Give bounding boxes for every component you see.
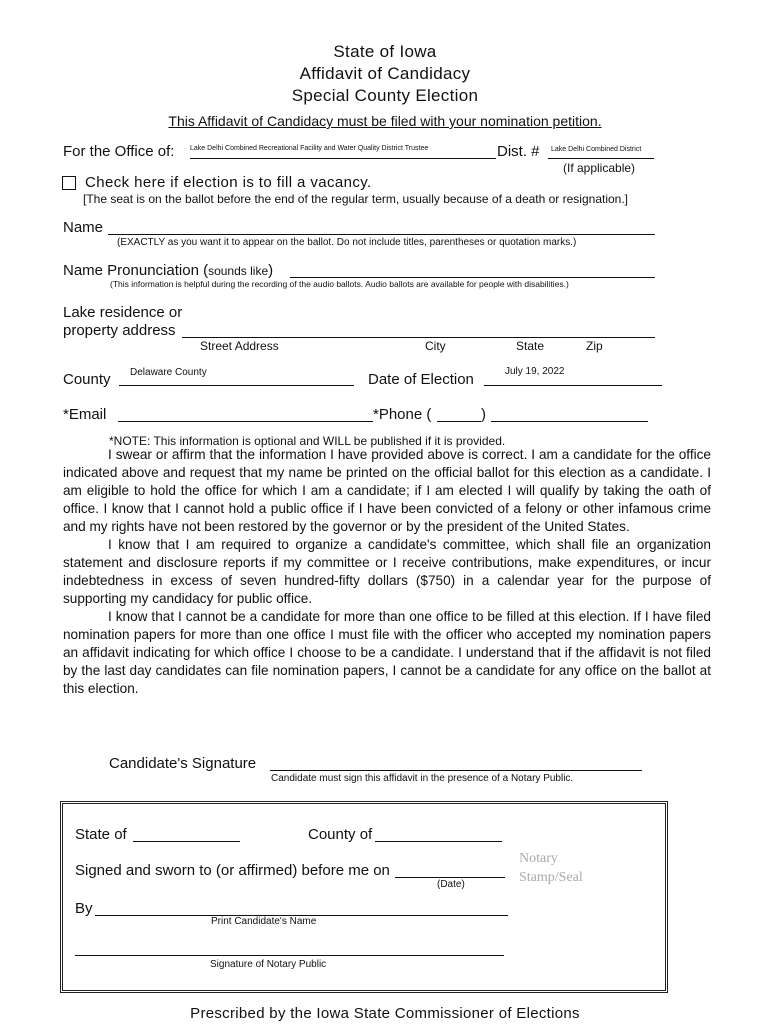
state-note: State: [516, 339, 545, 353]
name-note: (EXACTLY as you want it to appear on the ballot. Do not include titles, parentheses or quotation marks.): [117, 237, 577, 248]
signature-field[interactable]: [270, 755, 642, 771]
pronunciation-field[interactable]: [290, 262, 655, 278]
dist-value: Lake Delhi Combined District: [551, 146, 642, 153]
vacancy-label: Check here if election is to fill a vacancy.: [85, 174, 372, 191]
oath-text: [63, 446, 711, 698]
print-name-note: Print Candidate's Name: [211, 916, 317, 927]
form-title-affidavit: Affidavit of Candidacy: [299, 64, 471, 83]
notary-seal-line2: Stamp/Seal: [519, 870, 583, 885]
oath-paragraph-3: I know that I cannot be a candidate for more than one office to be filled at this election. If I have filed nomination papers for more than one office I must file with the officer who accepted my nomination papers an affidavit indicating for which office I choose to be a candidate. I understand that if the affidavit is not filed by the last day candidates can file nomination papers, I cannot be a candidate for any office on the ballot at this election.: [63, 609, 711, 696]
form-title-election: Special County Election: [291, 86, 479, 105]
oath-paragraph-2: I know that I am required to organize a candidate's committee, which shall file an organization statement and disclosure reports if my committee or I receive contributions, make expenditures, or incur indebtedness in excess of seven hundred-fifty dollars ($750) in a calendar year for the purpose of supporting my candidacy for public office.: [63, 537, 711, 606]
candidate-print-name-field[interactable]: [95, 900, 508, 916]
notary-county-field[interactable]: [375, 826, 502, 842]
phone-label: *Phone (: [373, 406, 432, 423]
notary-signature-field[interactable]: [75, 940, 504, 956]
county-field[interactable]: [119, 369, 354, 386]
by-label: By: [75, 900, 93, 917]
dist-field[interactable]: [548, 143, 654, 159]
pronunciation-note: (This information is helpful during the recording of the audio ballots. Audio ballots are available for people with disabilities.): [110, 279, 569, 289]
residence-field[interactable]: [182, 322, 655, 338]
election-date-value: July 19, 2022: [505, 366, 565, 377]
notary-state-label: State of: [75, 826, 127, 843]
name-field[interactable]: [108, 219, 655, 235]
street-note: Street Address: [200, 339, 279, 353]
election-date-label: Date of Election: [368, 371, 474, 388]
residence-label-line2: property address: [63, 322, 176, 339]
city-note: City: [425, 339, 446, 353]
oath-paragraph-1: I swear or affirm that the information I have provided above is correct. I am a candidate for the office indicated above and request that my name be printed on the official ballot for this election as a candidate. I am eligible to hold the office for which I am a candidate; if I am elected I will qualify by taking the oath of office. I know that I cannot hold a public office if I have been convicted of a felony or other infamous crime and my rights have not been restored by the governor or by the president of the United States.: [63, 447, 711, 534]
filing-instruction: This Affidavit of Candidacy must be filed with your nomination petition.: [168, 113, 602, 129]
form-title-state: State of Iowa: [333, 42, 437, 61]
vacancy-note: [The seat is on the ballot before the end of the regular term, usually because of a death or resignation.]: [83, 192, 629, 206]
notary-county-label: County of: [308, 826, 373, 843]
dist-note: (If applicable): [563, 161, 636, 175]
phone-number-field[interactable]: [491, 406, 648, 422]
sworn-date-field[interactable]: [395, 862, 505, 878]
election-date-field[interactable]: [484, 366, 662, 386]
signature-label: Candidate's Signature: [109, 755, 257, 772]
notary-state-field[interactable]: [133, 826, 240, 842]
pronunciation-label: Name Pronunciation (sounds like): [63, 262, 274, 279]
office-label: For the Office of:: [63, 143, 175, 160]
county-value: Delaware County: [130, 367, 207, 378]
dist-label: Dist. #: [497, 143, 540, 160]
phone-area-code-field[interactable]: [437, 406, 481, 422]
county-label: County: [63, 371, 111, 388]
notary-seal-line1: Notary: [519, 851, 558, 866]
email-field[interactable]: [118, 406, 373, 422]
phone-paren-close: ): [481, 406, 486, 423]
notary-section: [60, 801, 668, 993]
signature-note: Candidate must sign this affidavit in the presence of a Notary Public.: [271, 773, 574, 784]
sworn-label: Signed and sworn to (or affirmed) before me on: [75, 862, 390, 879]
name-label: Name: [63, 219, 104, 236]
zip-note: Zip: [586, 339, 603, 353]
contact-note: *NOTE: This information is optional and WILL be published if it is provided.: [109, 434, 506, 448]
office-field[interactable]: [190, 143, 496, 159]
notary-signature-note: Signature of Notary Public: [210, 959, 327, 970]
vacancy-checkbox[interactable]: [62, 176, 76, 190]
residence-label-line1: Lake residence or: [63, 304, 183, 321]
email-label: *Email: [63, 406, 107, 423]
footer-text: Prescribed by the Iowa State Commissioner of Elections: [190, 1005, 580, 1022]
office-value: Lake Delhi Combined Recreational Facility and Water Quality District Trustee: [190, 145, 429, 152]
date-note: (Date): [437, 879, 465, 890]
